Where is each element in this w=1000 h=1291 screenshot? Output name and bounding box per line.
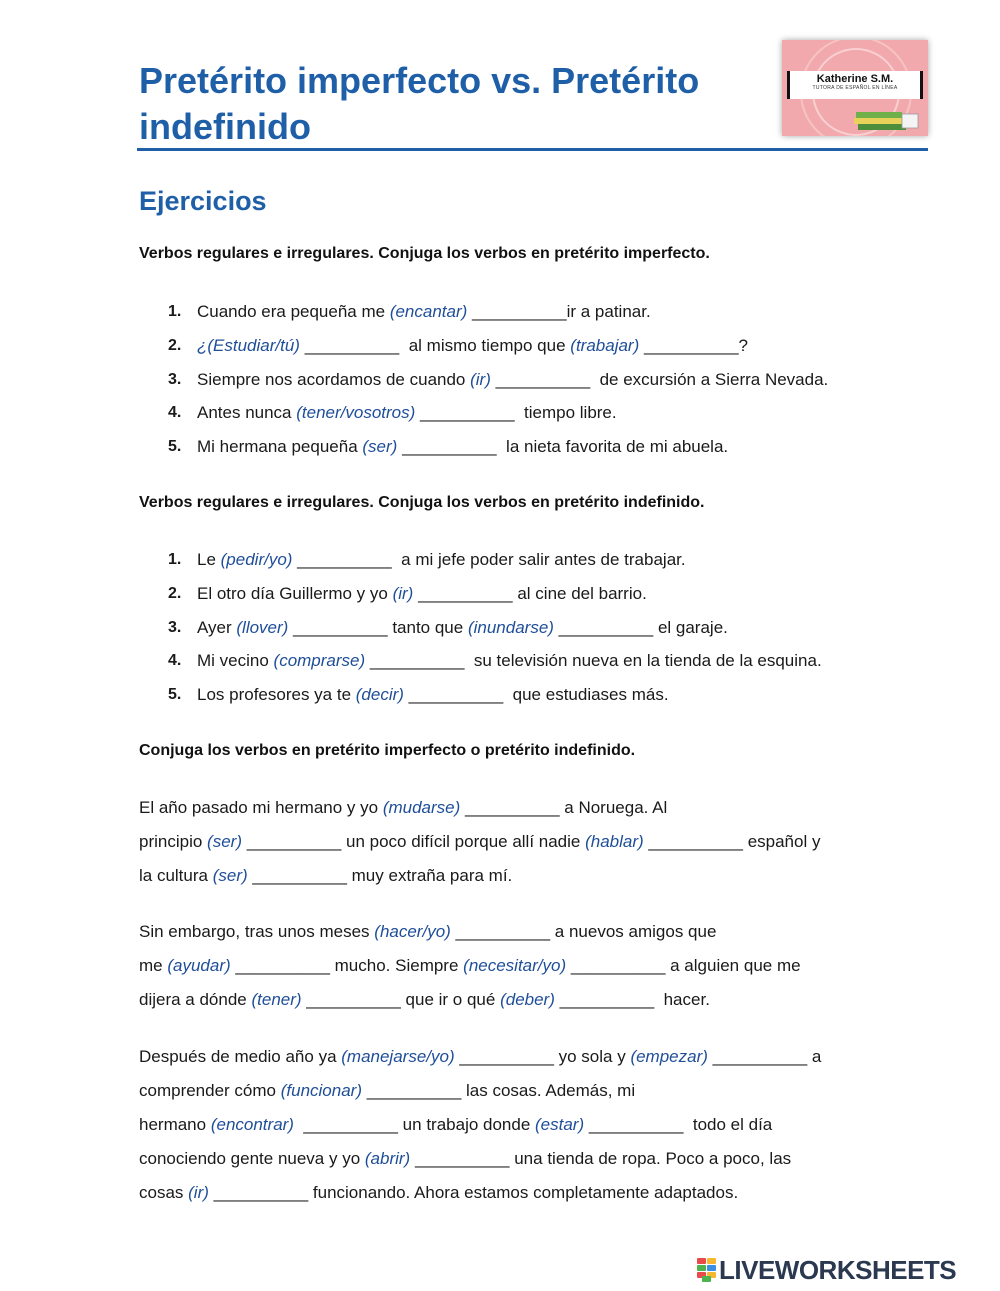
exercise-item (0, 334, 1000, 368)
logo-block (697, 1258, 706, 1264)
exercise-item (0, 435, 1000, 469)
liveworksheets-blocks-icon (697, 1258, 719, 1282)
item-sentence (197, 334, 748, 358)
exercise3-paragraph-3 (139, 1040, 939, 1210)
verb-hint: (mudarse) (382, 798, 461, 817)
verb-hint: (ayudar) (167, 956, 231, 975)
sentence-text: __________ir a patinar. (467, 302, 651, 321)
item-number: 2. (168, 336, 182, 354)
exercise-item (0, 683, 1000, 717)
sentence-text: Cuando era pequeña me (197, 302, 390, 321)
item-number: 3. (168, 370, 182, 388)
sentence-text: Antes nunca (197, 403, 297, 423)
item-sentence (197, 548, 686, 572)
liveworksheets-logo[interactable] (697, 1256, 992, 1284)
sentence-text: __________ un poco difícil porque allí nadie (242, 832, 586, 851)
sentence-text: dijera a dónde (139, 990, 252, 1009)
verb-hint: (llover) (236, 617, 289, 637)
logo-block (707, 1265, 716, 1271)
verb-hint: (inundarse) (467, 617, 554, 637)
exercise-item (0, 401, 1000, 435)
sentence-text: __________ a (707, 1047, 822, 1066)
verb-hint: (abrir) (364, 1149, 411, 1168)
item-number: 5. (168, 438, 182, 456)
item-sentence (197, 582, 647, 606)
sentence-text: __________ al mismo tiempo que (299, 335, 571, 355)
exercise-item (0, 649, 1000, 683)
verb-hint: (estar) (535, 1115, 585, 1134)
logo-name: Katherine S.M. (816, 73, 894, 85)
exercise1-instruction: Verbos regulares e irregulares. Conjuga los verbos en pretérito imperfecto. (139, 245, 710, 262)
verb-hint: (encantar) (389, 302, 468, 321)
sentence-text: __________ tanto que (288, 617, 468, 637)
item-number: 1. (168, 303, 182, 320)
verb-hint: (empezar) (630, 1047, 708, 1066)
item-number: 2. (168, 584, 182, 602)
item-sentence (197, 616, 728, 640)
paragraph-line (139, 915, 939, 949)
item-sentence (197, 368, 828, 392)
sentence-text: __________ las cosas. Además, mi (362, 1081, 636, 1100)
sentence-text: Los profesores ya te (197, 685, 356, 705)
sentence-text: __________ a nuevos amigos que (450, 922, 717, 941)
item-sentence (197, 401, 617, 425)
sentence-text: Siempre nos acordamos de cuando (197, 369, 471, 389)
logo-band (787, 71, 923, 99)
sentence-text: Sin embargo, tras unos meses (139, 922, 375, 941)
sentence-text: Después de medio año ya (139, 1047, 342, 1066)
verb-hint: (decir) (355, 685, 404, 705)
sentence-text: __________ un trabajo donde (293, 1115, 536, 1134)
exercise2-instruction: Verbos regulares e irregulares. Conjuga los verbos en pretérito indefinido. (139, 494, 705, 511)
item-sentence (197, 649, 822, 673)
logo-block (697, 1265, 706, 1271)
paragraph-line (139, 1108, 939, 1142)
paragraph-line (139, 859, 939, 893)
sentence-text: conociendo gente nueva y yo (139, 1149, 365, 1168)
logo-block (702, 1276, 711, 1282)
paragraph-line (139, 949, 939, 983)
sentence-text: __________ el garaje. (553, 617, 728, 637)
exercise3-instruction: Conjuga los verbos en pretérito imperfecto o pretérito indefinido. (139, 742, 636, 759)
exercise-item (0, 368, 1000, 402)
exercise-item (0, 582, 1000, 616)
sentence-text: Le (197, 550, 221, 569)
paragraph-line (139, 825, 939, 859)
sentence-text: Ayer (197, 617, 237, 637)
paragraph-line (139, 1040, 939, 1074)
exercise1-list (0, 300, 1000, 469)
sentence-text: __________ una tienda de ropa. Poco a poco, las (410, 1149, 792, 1168)
logo-block (707, 1258, 716, 1264)
verb-hint: (ser) (362, 437, 398, 457)
sentence-text: __________ que ir o qué (301, 990, 501, 1009)
verb-hint: (tener) (251, 990, 302, 1009)
sentence-text: __________? (639, 335, 748, 355)
sentence-text: __________ al cine del barrio. (413, 583, 647, 603)
verb-hint: (trabajar) (570, 335, 640, 355)
item-sentence (197, 435, 728, 459)
sentence-text: __________ la nieta favorita de mi abuela. (397, 437, 729, 457)
verb-hint: (ir) (470, 369, 491, 389)
exercise3-paragraph-2 (139, 915, 939, 1017)
item-sentence (197, 300, 651, 324)
sentence-text: Mi vecino (197, 651, 274, 671)
sentence-text: cosas (139, 1183, 189, 1202)
sentence-text: __________ todo el día (584, 1115, 773, 1134)
item-number: 1. (168, 551, 182, 568)
sentence-text: El otro día Guillermo y yo (197, 583, 393, 603)
sentence-text: __________ funcionando. Ahora estamos completamente adaptados. (208, 1183, 739, 1202)
page-title: Pretérito imperfecto vs. Pretérito indefinido (139, 60, 700, 147)
paragraph-line (139, 1142, 939, 1176)
title-divider (137, 148, 928, 151)
books-icon (852, 106, 922, 134)
sentence-text: __________ a mi jefe poder salir antes de trabajar. (292, 550, 686, 569)
sentence-text: __________ hacer. (554, 990, 710, 1009)
paragraph-line (139, 1074, 939, 1108)
exercise-item (0, 616, 1000, 650)
exercise2-list (0, 548, 1000, 717)
paragraph-line (139, 983, 939, 1017)
sentence-text: me (139, 956, 168, 975)
item-number: 5. (168, 686, 182, 704)
logo-subtitle: TUTORA DE ESPAÑOL EN LÍNEA (812, 85, 898, 91)
sentence-text: __________ yo sola y (454, 1047, 631, 1066)
item-number: 3. (168, 618, 182, 636)
sentence-text: la cultura (139, 866, 213, 885)
sentence-text: __________ español y (643, 832, 821, 851)
exercise3-paragraph-1 (139, 791, 939, 893)
sentence-text: __________ a Noruega. Al (460, 798, 668, 817)
sentence-text: El año pasado mi hermano y yo (139, 798, 383, 817)
sentence-text: __________ a alguien que me (566, 956, 801, 975)
verb-hint: (deber) (500, 990, 555, 1009)
author-logo (782, 40, 928, 136)
sentence-text: __________ muy extraña para mí. (247, 866, 513, 885)
paragraph-line (139, 1176, 939, 1210)
verb-hint: ¿(Estudiar/tú) (197, 335, 300, 355)
liveworksheets-brand: LIVEWORKSHEETS (719, 1255, 957, 1285)
item-number: 4. (168, 404, 182, 422)
verb-hint: (ser) (212, 866, 248, 885)
verb-hint: (pedir/yo) (220, 550, 293, 569)
paragraph-line (139, 791, 939, 825)
verb-hint: (ir) (188, 1183, 209, 1202)
verb-hint: (comprarse) (273, 651, 366, 671)
item-number: 4. (168, 652, 182, 670)
exercise-item (0, 300, 1000, 334)
sentence-text: __________ de excursión a Sierra Nevada. (490, 369, 829, 389)
sentence-text: __________ mucho. Siempre (230, 956, 464, 975)
verb-hint: (necesitar/yo) (463, 956, 567, 975)
verb-hint: (ser) (207, 832, 242, 851)
verb-hint: (funcionar) (280, 1081, 362, 1100)
verb-hint: (encontrar) (210, 1115, 294, 1134)
sentence-text: __________ su televisión nueva en la tienda de la esquina. (365, 651, 822, 671)
verb-hint: (tener/vosotros) (296, 403, 416, 423)
sentence-text: Mi hermana pequeña (197, 437, 363, 457)
sentence-text: comprender cómo (139, 1081, 281, 1100)
verb-hint: (hablar) (585, 832, 644, 851)
sentence-text: __________ tiempo libre. (415, 403, 617, 423)
sentence-text: __________ que estudiases más. (403, 685, 669, 705)
sentence-text: principio (139, 832, 208, 851)
item-sentence (197, 683, 669, 707)
sentence-text: hermano (139, 1115, 211, 1134)
verb-hint: (hacer/yo) (374, 922, 451, 941)
verb-hint: (manejarse/yo) (341, 1047, 455, 1066)
exercise-item (0, 548, 1000, 582)
section-heading: Ejercicios (139, 186, 267, 216)
verb-hint: (ir) (392, 583, 414, 603)
